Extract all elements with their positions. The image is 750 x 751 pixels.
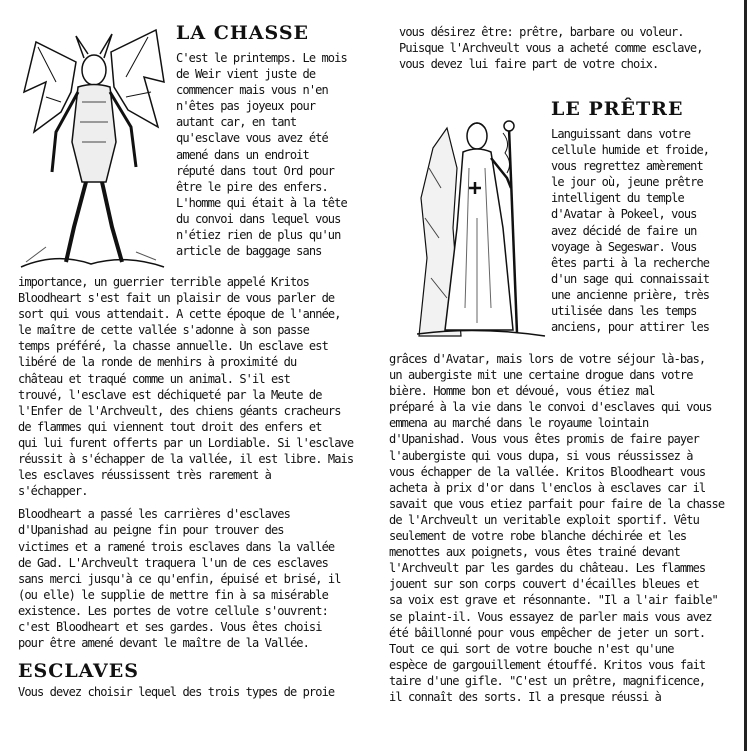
text-line: c'est Bloodheart et ses gardes. Vous êtes choisi <box>18 619 322 634</box>
text-line: sort qui vous attendait. A cette époque de l'année, <box>18 307 341 322</box>
text-line: il connaît des sorts. Il a presque réussi à <box>389 689 661 704</box>
text-line: cellule humide et froide, <box>551 143 710 158</box>
text-line: jouent sur son corps couvert d'écailles bleues et <box>389 577 699 592</box>
text-line: (ou elle) le supplie de mettre fin à sa misérable <box>18 587 328 602</box>
text-line: préparé à la vie dans le convoi d'esclaves qui vous <box>389 400 712 415</box>
text-line: trouvé, l'esclave est déchiqueté par la Meute de <box>18 387 322 402</box>
text-line: réputé dans tout Ord pour <box>176 163 335 178</box>
text-line: été bâillonné pour vous empêcher de jeter un sort. <box>389 625 706 640</box>
text-line: qui lui furent offerts par un Lordiable. Si l'esclave <box>18 435 354 450</box>
text-line: l'Archveult par les gardes du château. Les flammes <box>389 561 706 576</box>
text-line: pour être amené devant le maître de la Vallée. <box>18 636 309 651</box>
text-line: d'Avatar à Pokeel, vous <box>551 207 697 222</box>
text-line: existence. Les portes de votre cellule s'ouvrent: <box>18 603 328 618</box>
text-line: libéré de la ronde de menhirs à proximité du <box>18 355 297 370</box>
text-line: du convoi dans lequel vous <box>176 211 341 226</box>
text-line: intelligent du temple <box>551 191 684 206</box>
text-line: autant car, en tant <box>176 115 297 130</box>
text-line: d'Upanishad. Vous vous êtes promis de faire payer <box>389 432 699 447</box>
text-line: C'est le printemps. Le mois <box>176 51 347 65</box>
text-line: Vous devez choisir lequel des trois types de proie <box>18 685 335 700</box>
text-line: de l'Archveult un veritable exploit sportif. Vêtu <box>389 512 699 527</box>
text-line: n'étiez rien de plus qu'un <box>176 228 341 243</box>
text-line: vous devez lui faire part de votre choix. <box>399 57 659 72</box>
text-line: Puisque l'Archveult vous a acheté comme esclave, <box>399 41 703 56</box>
heading-esclaves: ESCLAVES <box>18 660 139 683</box>
text-line: vous regrettez amèrement <box>551 159 703 174</box>
text-line: anciens, pour attirer les <box>551 320 710 335</box>
text-line: emmena au marché dans le royaume lointain <box>389 416 649 431</box>
text-line: L'homme qui était à la tête <box>176 195 347 210</box>
text-line: commencer mais vous n'en <box>176 83 328 98</box>
text-line: se plaint-il. Vous essayez de parler mais vous avez <box>389 609 712 624</box>
text-line: d'Upanishad au peigne fin pour trouver des <box>18 523 284 538</box>
text-line: article de baggage sans <box>176 244 322 259</box>
text-line: acheta à prix d'or dans l'enclos à esclaves car il <box>389 480 706 495</box>
text-line: voyage à Segeswar. Vous <box>551 239 697 254</box>
text-line: l'Enfer de l'Archveult, des chiens géants cracheurs <box>18 403 341 418</box>
text-line: qu'esclave vous avez été <box>176 131 328 146</box>
text-line: amené dans un endroit <box>176 147 309 162</box>
text-line: réussit à s'échapper de la vallée, il est libre. Mais <box>18 452 354 467</box>
text-line: importance, un guerrier terrible appelé Kritos <box>18 275 309 289</box>
text-line: l'aubergiste qui vous dupa, si vous réussissez à <box>389 448 693 463</box>
text-line: savait que vous etiez parfait pour faire de la chasse <box>389 496 725 511</box>
text-line: de Weir vient juste de <box>176 67 316 82</box>
text-line: Tout ce qui sort de votre bouche n'est qu'une <box>389 641 674 656</box>
text-line: temps préféré, la chasse annuelle. Un esclave est <box>18 339 328 354</box>
text-line: êtes parti à la recherche <box>551 255 710 270</box>
text-line: Bloodheart a passé les carrières d'esclaves <box>18 507 290 522</box>
text-line: vous désirez être: prêtre, barbare ou voleur. <box>399 25 684 39</box>
text-line: menottes aux poignets, vous êtes trainé devant <box>389 545 680 560</box>
priest-illustration <box>417 108 547 338</box>
text-line: vous échapper de la vallée. Kritos Bloodheart vous <box>389 464 706 479</box>
text-line: le maître de cette vallée s'adonne à son passe <box>18 323 309 338</box>
text-line: utilisée dans les temps <box>551 304 697 319</box>
text-line: espèce de gargouillement étouffé. Kritos vous fait <box>389 657 706 672</box>
text-line: être le pire des enfers. <box>176 179 328 194</box>
text-line: de Gad. L'Archveult traquera l'un de ces esclaves <box>18 555 328 570</box>
text-line: seulement de votre robe blanche déchirée et les <box>389 529 687 544</box>
text-line: un aubergiste mit une certaine drogue dans votre <box>389 368 693 383</box>
text-line: victimes et a ramené trois esclaves dans la vallée <box>18 539 335 554</box>
heading-le-pretre: LE PRÊTRE <box>551 98 684 120</box>
text-line: bière. Homme bon et dévoué, vous étiez mal <box>389 384 655 399</box>
heading-la-chasse: LA CHASSE <box>176 22 310 44</box>
text-line: les esclaves réussissent très rarement à <box>18 468 271 483</box>
text-line: taire d'une gifle. "C'est un prêtre, magnificence, <box>389 673 706 688</box>
text-line: Bloodheart s'est fait un plaisir de vous parler de <box>18 291 335 306</box>
text-line: s'échapper. <box>18 484 88 499</box>
text-line: château et traqué comme un animal. S'il est <box>18 371 290 386</box>
text-line: une ancienne prière, très <box>551 287 710 302</box>
text-line: grâces d'Avatar, mais lors de votre séjour là-bas, <box>389 352 706 366</box>
text-line: de flammes qui viennent tout droit des enfers et <box>18 419 322 434</box>
text-line: le jour où, jeune prêtre <box>551 175 703 190</box>
demon-illustration <box>16 22 166 272</box>
text-line: d'un sage qui connaissait <box>551 271 710 286</box>
text-line: sa voix est grave et résonnante. "Il a l'air faible" <box>389 593 718 608</box>
text-line: Languissant dans votre <box>551 127 691 141</box>
text-line: avez décidé de faire un <box>551 223 697 238</box>
text-line: n'êtes pas joyeux pour <box>176 99 316 114</box>
page-edge <box>744 0 747 751</box>
text-line: sans merci jusqu'à ce qu'enfin, épuisé et brisé, il <box>18 571 341 586</box>
